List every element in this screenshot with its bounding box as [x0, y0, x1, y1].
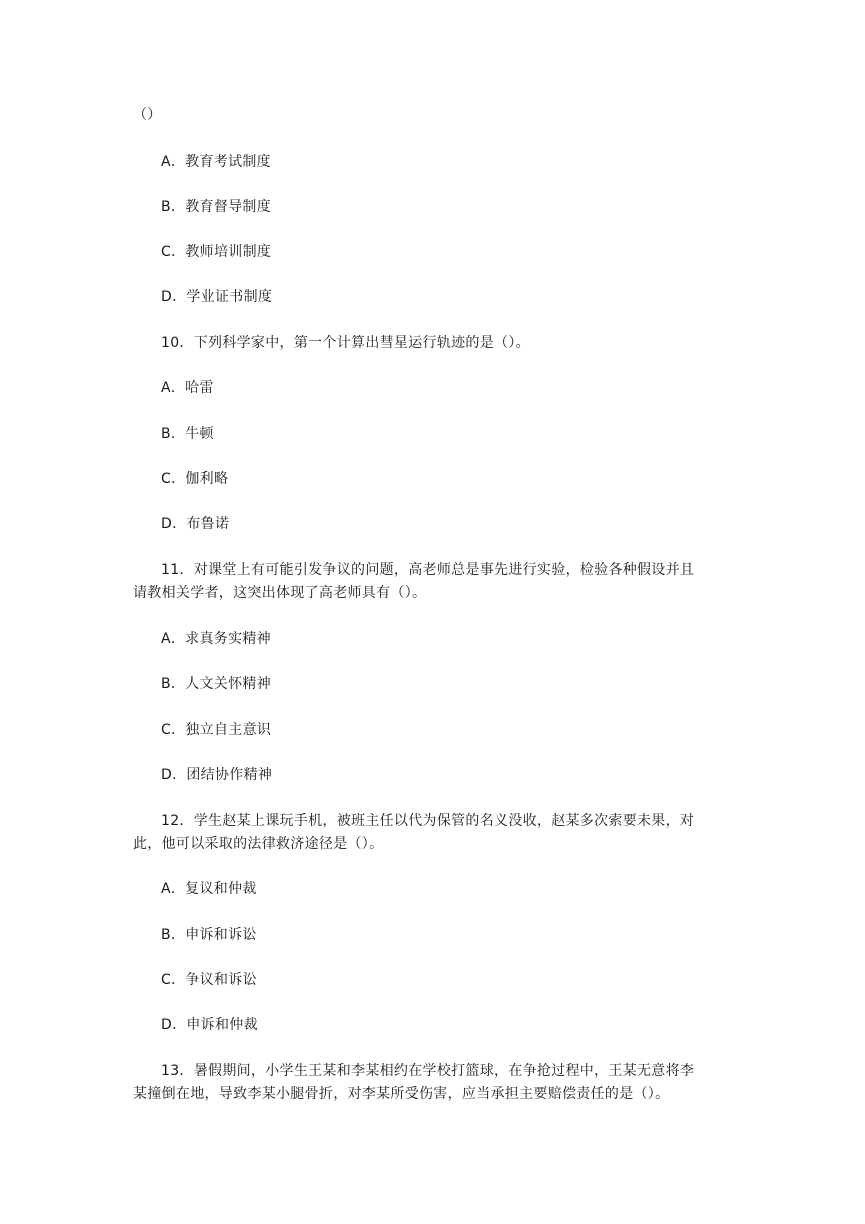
q9-option-b: B．教育督导制度: [161, 199, 272, 215]
q9-option-a: A．教育考试制度: [161, 154, 271, 170]
q11-option-a: A．求真务实精神: [161, 631, 271, 647]
q11-option-b: B．人文关怀精神: [161, 676, 272, 692]
q11-option-d: D．团结协作精神: [161, 767, 273, 783]
question-13-line-2: 某撞倒在地，导致李某小腿骨折，对李某所受伤害，应当承担主要赔偿责任的是（）。: [133, 1086, 670, 1102]
question-9-paren: （）: [133, 107, 162, 123]
question-11-line-2: 请教相关学者，这突出体现了高老师具有（）。: [133, 585, 427, 601]
q12-option-a: A．复议和仲裁: [161, 881, 257, 897]
question-11-line-1: 11．对课堂上有可能引发争议的问题，高老师总是事先进行实验，检验各种假设并且: [161, 562, 695, 578]
q12-option-d: D．申诉和仲裁: [161, 1017, 258, 1033]
q10-option-c: C．伽利略: [161, 471, 229, 487]
question-12-line-1: 12．学生赵某上课玩手机，被班主任以代为保管的名义没收，赵某多次索要未果，对: [161, 813, 695, 829]
question-10: 10．下列科学家中，第一个计算出彗星运行轨迹的是（）。: [161, 335, 530, 351]
q12-option-c: C．争议和诉讼: [161, 972, 257, 988]
q10-option-b: B．牛顿: [161, 426, 214, 442]
q10-option-d: D．布鲁诺: [161, 516, 230, 532]
q9-option-d: D．学业证书制度: [161, 289, 273, 305]
q10-option-a: A．哈雷: [161, 380, 214, 396]
q9-option-c: C．教师培训制度: [161, 244, 272, 260]
q12-option-b: B．申诉和诉讼: [161, 927, 257, 943]
question-12-line-2: 此，他可以采取的法律救济途径是（）。: [133, 836, 384, 852]
q11-option-c: C．独立自主意识: [161, 722, 272, 738]
question-13-line-1: 13．暑假期间，小学生王某和李某相约在学校打篮球，在争抢过程中，王某无意将李: [161, 1063, 695, 1079]
